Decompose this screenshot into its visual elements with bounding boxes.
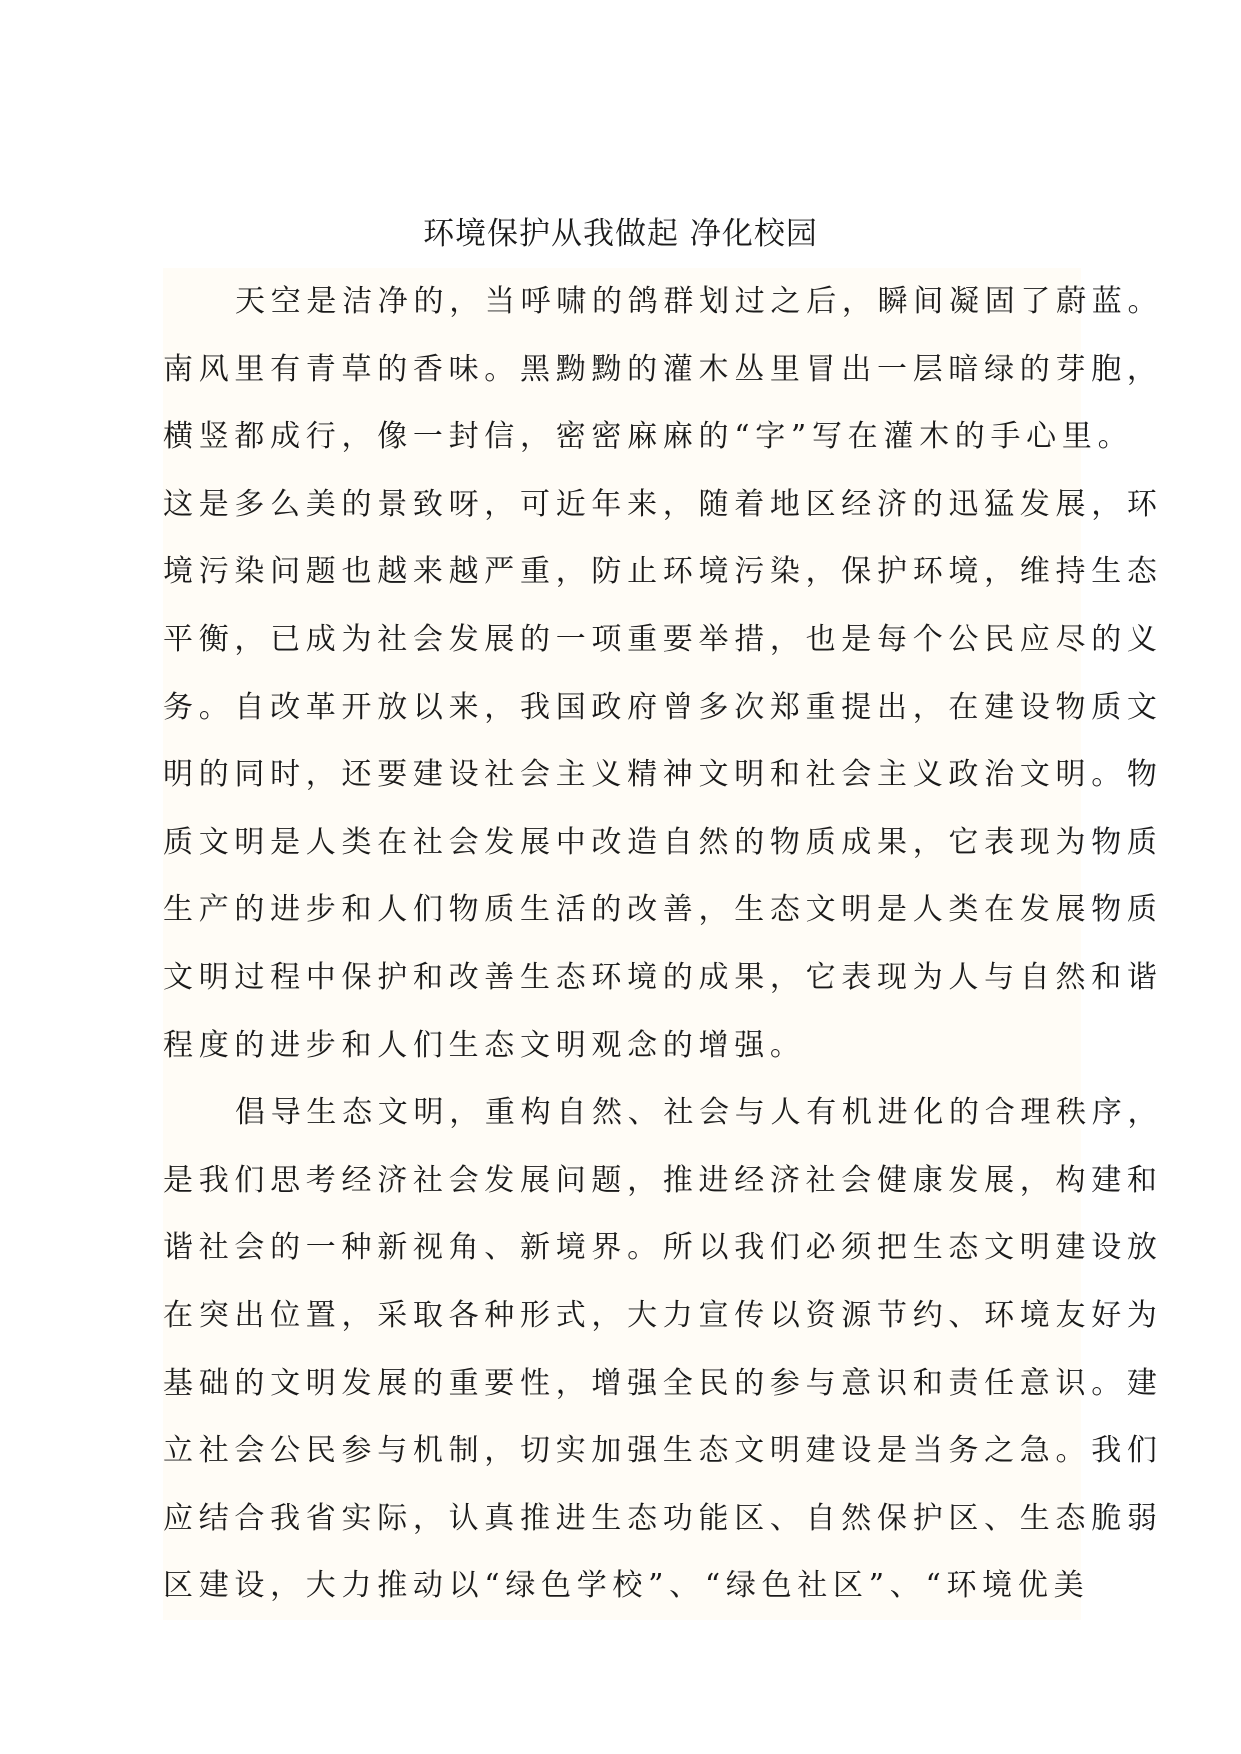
text-line: 生产的进步和人们物质生活的改善，生态文明是人类在发展物质: [163, 892, 1163, 928]
text-line: 倡导生态文明，重构自然、社会与人有机进化的合理秩序，: [235, 1095, 1164, 1131]
paragraph-2: [163, 1079, 1164, 1620]
text-line: 区建设，大力推动以“绿色学校”、“绿色社区”、“环境优美: [163, 1568, 1090, 1604]
text-line: 立社会公民参与机制，切实加强生态文明建设是当务之急。我们: [163, 1433, 1163, 1469]
text-line: 在突出位置，采取各种形式，大力宣传以资源节约、环境友好为: [163, 1297, 1163, 1333]
text-line: 质文明是人类在社会发展中改造自然的物质成果，它表现为物质: [163, 824, 1163, 860]
text-line: 基础的文明发展的重要性，增强全民的参与意识和责任意识。建: [163, 1365, 1163, 1401]
text-line: 横竖都成行，像一封信，密密麻麻的“字”写在灌木的手心里。: [163, 419, 1134, 455]
text-line: 务。自改革开放以来，我国政府曾多次郑重提出，在建设物质文: [163, 689, 1163, 725]
paragraph-1: [163, 268, 1164, 1079]
text-line: 程度的进步和人们生态文明观念的增强。: [163, 1027, 806, 1063]
document-title: 环境保护从我做起 净化校园: [423, 216, 818, 252]
text-line: 谐社会的一种新视角、新境界。所以我们必须把生态文明建设放: [163, 1230, 1163, 1266]
text-line: 是我们思考经济社会发展问题，推进经济社会健康发展，构建和: [163, 1162, 1163, 1198]
text-line: 南风里有青草的香味。黑黝黝的灌木丛里冒出一层暗绿的芽胞，: [163, 351, 1163, 387]
text-line: 应结合我省实际，认真推进生态功能区、自然保护区、生态脆弱: [163, 1500, 1163, 1536]
document-body: [163, 268, 1164, 1620]
text-line: 天空是洁净的，当呼啸的鸽群划过之后，瞬间凝固了蔚蓝。: [235, 284, 1164, 319]
text-line: 这是多么美的景致呀，可近年来，随着地区经济的迅猛发展，环: [163, 486, 1163, 522]
text-line: 平衡，已成为社会发展的一项重要举措，也是每个公民应尽的义: [163, 621, 1163, 657]
text-line: 文明过程中保护和改善生态环境的成果，它表现为人与自然和谐: [163, 959, 1163, 995]
text-line: 境污染问题也越来越严重，防止环境污染，保护环境，维持生态: [163, 554, 1163, 590]
text-line: 明的同时，还要建设社会主义精神文明和社会主义政治文明。物: [163, 757, 1163, 793]
